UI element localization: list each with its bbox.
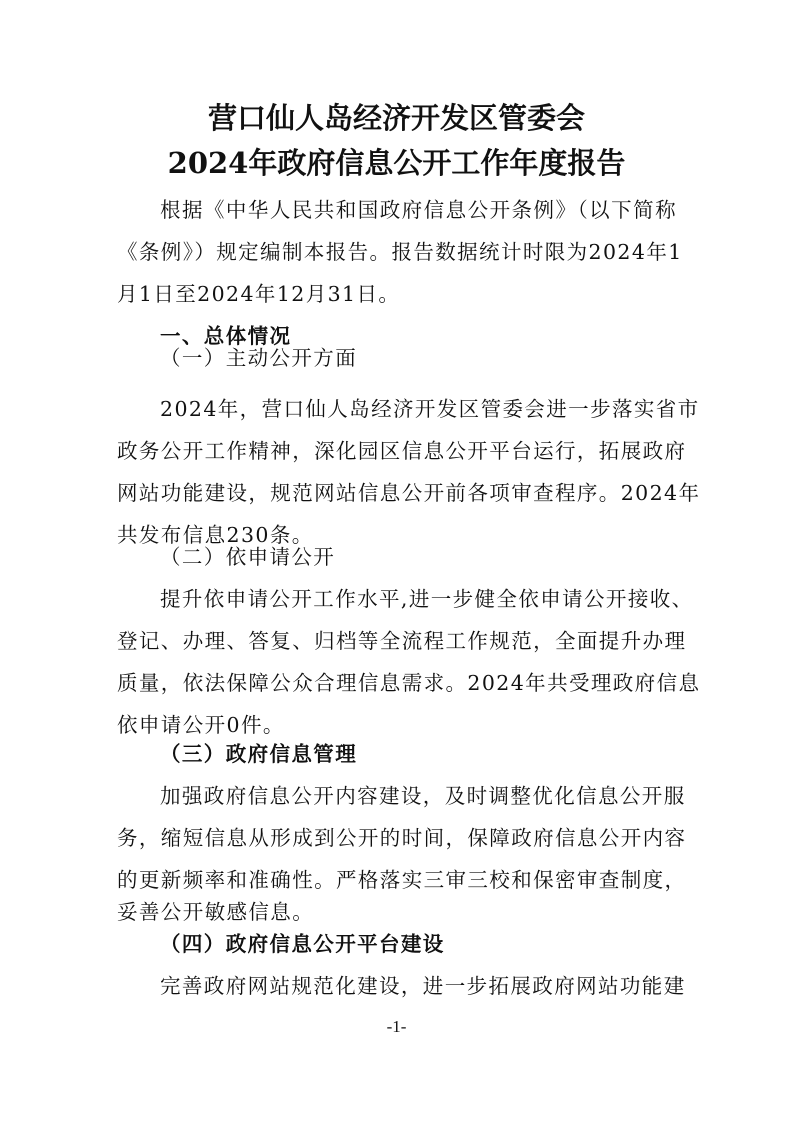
subsection-heading-management: （三）政府信息管理 <box>160 742 358 766</box>
sub3-line-4: 妥善公开敏感信息。 <box>117 900 315 924</box>
sub3-line-3: 的更新频率和准确性。严格落实三审三校和保密审查制度， <box>117 868 687 892</box>
sub2-line-2: 登记、办理、答复、归档等全流程工作规范，全面提升办理 <box>117 629 687 653</box>
section-heading-overview: 一、总体情况 <box>160 324 292 348</box>
intro-line-3: 月1日至2024年12月31日。 <box>117 282 401 306</box>
sub1-line-1: 2024年，营口仙人岛经济开发区管委会进一步落实省市 <box>160 397 700 421</box>
sub1-line-2: 政务公开工作精神，深化园区信息公开平台运行，拓展政府 <box>117 439 687 463</box>
subsection-heading-platform: （四）政府信息公开平台建设 <box>160 932 445 956</box>
sub2-line-3: 质量，依法保障公众合理信息需求。2024年共受理政府信息 <box>117 671 701 695</box>
sub2-line-1: 提升依申请公开工作水平,进一步健全依申请公开接收、 <box>160 587 694 611</box>
subsection-heading-proactive: （一）主动公开方面 <box>160 346 358 370</box>
page-number: -1- <box>386 1017 407 1036</box>
sub3-line-2: 务，缩短信息从形成到公开的时间，保障政府信息公开内容 <box>117 826 687 850</box>
subsection-heading-application: （二）依申请公开 <box>160 545 336 569</box>
sub1-line-4: 共发布信息230条。 <box>117 523 314 547</box>
report-title-line1: 营口仙人岛经济开发区管委会 <box>207 101 585 135</box>
sub2-line-4: 依申请公开0件。 <box>117 713 285 737</box>
sub4-line-1: 完善政府网站规范化建设，进一步拓展政府网站功能建 <box>160 974 686 998</box>
sub3-line-1: 加强政府信息公开内容建设，及时调整优化信息公开服 <box>160 784 686 808</box>
sub1-line-3: 网站功能建设，规范网站信息公开前各项审查程序。2024年 <box>117 481 701 505</box>
report-title-line2: 2024年政府信息公开工作年度报告 <box>167 146 626 180</box>
intro-line-1: 根据《中华人民共和国政府信息公开条例》（以下简称 <box>160 198 677 222</box>
intro-line-2: 《条例》）规定编制本报告。报告数据统计时限为2024年1 <box>117 240 683 264</box>
